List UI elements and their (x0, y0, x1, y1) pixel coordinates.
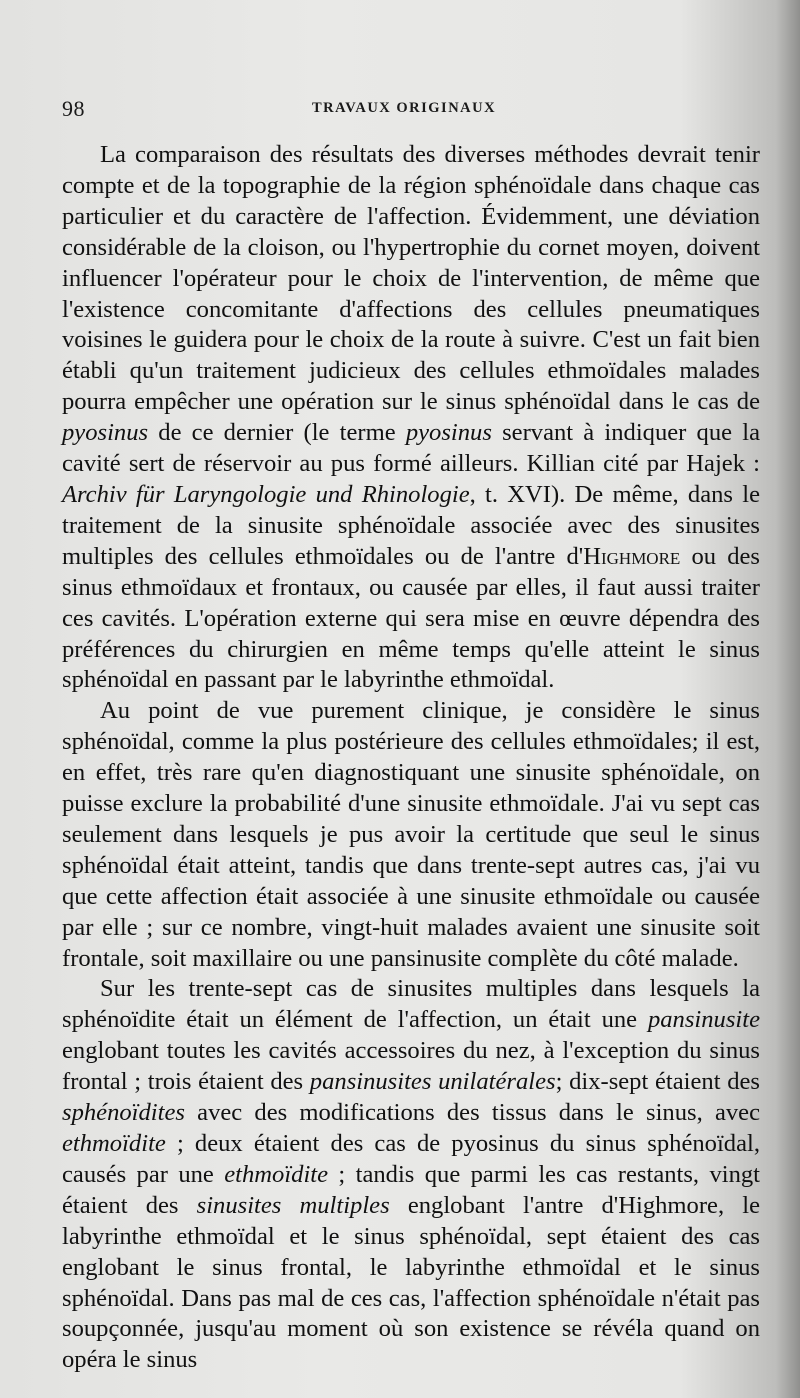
italic-term: pansinusite (647, 1006, 760, 1034)
text-run: Au point de vue purement clinique, je considère le sinus sphénoïdal, comme la plus postérieure des cellules ethmoïdales; il est, en effet, très rare qu'en diagnostiquant une sinusite sphénoïdale, on puisse exclure la probabilité d'une sinusite ethmoïdale. J'ai vu sept cas seulement dans lesquels je pus avoir la certitude que seul le sinus sphénoïdal était atteint, tandis que dans trente-sept autres cas, j'ai vu que cette affection était associée à une sinusite ethmoïdale ou causée par elle ; sur ce nombre, vingt-huit malades avaient une sinusite soit frontale, soit maxillaire ou une pansinusite complète du côté malade. (62, 697, 760, 972)
italic-term: sinusites multiples (196, 1191, 390, 1219)
italic-term: ethmoïdite (62, 1130, 166, 1157)
text-run: La comparaison des résultats des diverses méthodes devrait tenir compte et de la topographie de la région sphénoïdale dans chaque cas particulier et du caractère de l'affection. Évidemment, une déviation considérable de la cloison, ou l'hypertrophie du cornet moyen, doivent influencer l'opérateur pour le choix de l'intervention, de même que l'existence concomitante d'affections des cellules pneumatiques voisines le guidera pour le choix de la route à suivre. C'est un fait bien établi qu'un traitement judicieux des cellules ethmoïdales malades pourra empêcher une opération sur le sinus sphénoïdal dans le cas de (62, 141, 760, 416)
text-run: ; tandis que parmi les cas restants, vingt étaient des (62, 1160, 761, 1219)
text-run: englobant l'antre d'Highmore, le labyrinthe ethmoïdal et le sinus sphénoïdal, sept étaient des cas englobant le sinus frontal, le labyrinthe ethmoïdal et le sinus sphénoïdal. Dans pas mal de ces cas, l'affection sphénoïdale n'était pas soupçonnée, jusqu'au moment où son existence se révéla quand on opéra le sinus (62, 1191, 760, 1374)
text-run: avec des modifications des tissus dans le sinus, avec (184, 1099, 760, 1127)
paragraph-p1 (62, 140, 760, 696)
italic-term: pansinusites unilatérales (309, 1068, 556, 1096)
text-run: Sur les trente-sept cas de sinusites multiples dans lesquels la sphénoïdite était un élément de l'affection, un était une (62, 975, 760, 1034)
small-caps-name: Highmore (583, 542, 681, 570)
running-head (62, 96, 762, 126)
paragraph-p2 (62, 696, 760, 974)
italic-term: pyosinus (405, 419, 492, 447)
italic-term: Archiv für Laryngologie und Rhinologie (62, 480, 470, 508)
body-text (62, 140, 760, 1376)
italic-term: pyosinus (62, 419, 149, 447)
text-run: de ce dernier (le terme (148, 419, 406, 447)
paragraph-p3 (62, 974, 760, 1376)
text-run: , t. XVI). De même, dans le traitement de la sinusite sphénoïdale associée avec des sinusites multiples des cellules ethmoïdales ou de l'antre d' (62, 480, 760, 570)
italic-term: ethmoïdite (224, 1160, 329, 1188)
text-run: ou des sinus ethmoïdaux et frontaux, ou causée par elles, il faut aussi traiter ces cavités. L'opération externe qui sera mise en œuvre dépendra des préférences du chirurgien en même temps qu'elle atteint le sinus sphénoïdal en passant par le labyrinthe ethmoïdal. (62, 542, 760, 694)
text-run: englobant toutes les cavités accessoires du nez, à l'exception du sinus frontal ; trois étaient des (62, 1037, 760, 1096)
text-run: ; deux étaient des cas de pyosinus du sinus sphénoïdal, causés par une (62, 1130, 760, 1188)
section-title: TRAVAUX ORIGINAUX (312, 100, 497, 116)
text-run: ; dix-sept étaient des (555, 1068, 760, 1096)
italic-term: sphénoïdites (62, 1099, 185, 1127)
text-run: servant à indiquer que la cavité sert de réservoir au pus formé ailleurs. Killian cité par Hajek : (62, 419, 761, 478)
page-number: 98 (62, 96, 85, 121)
